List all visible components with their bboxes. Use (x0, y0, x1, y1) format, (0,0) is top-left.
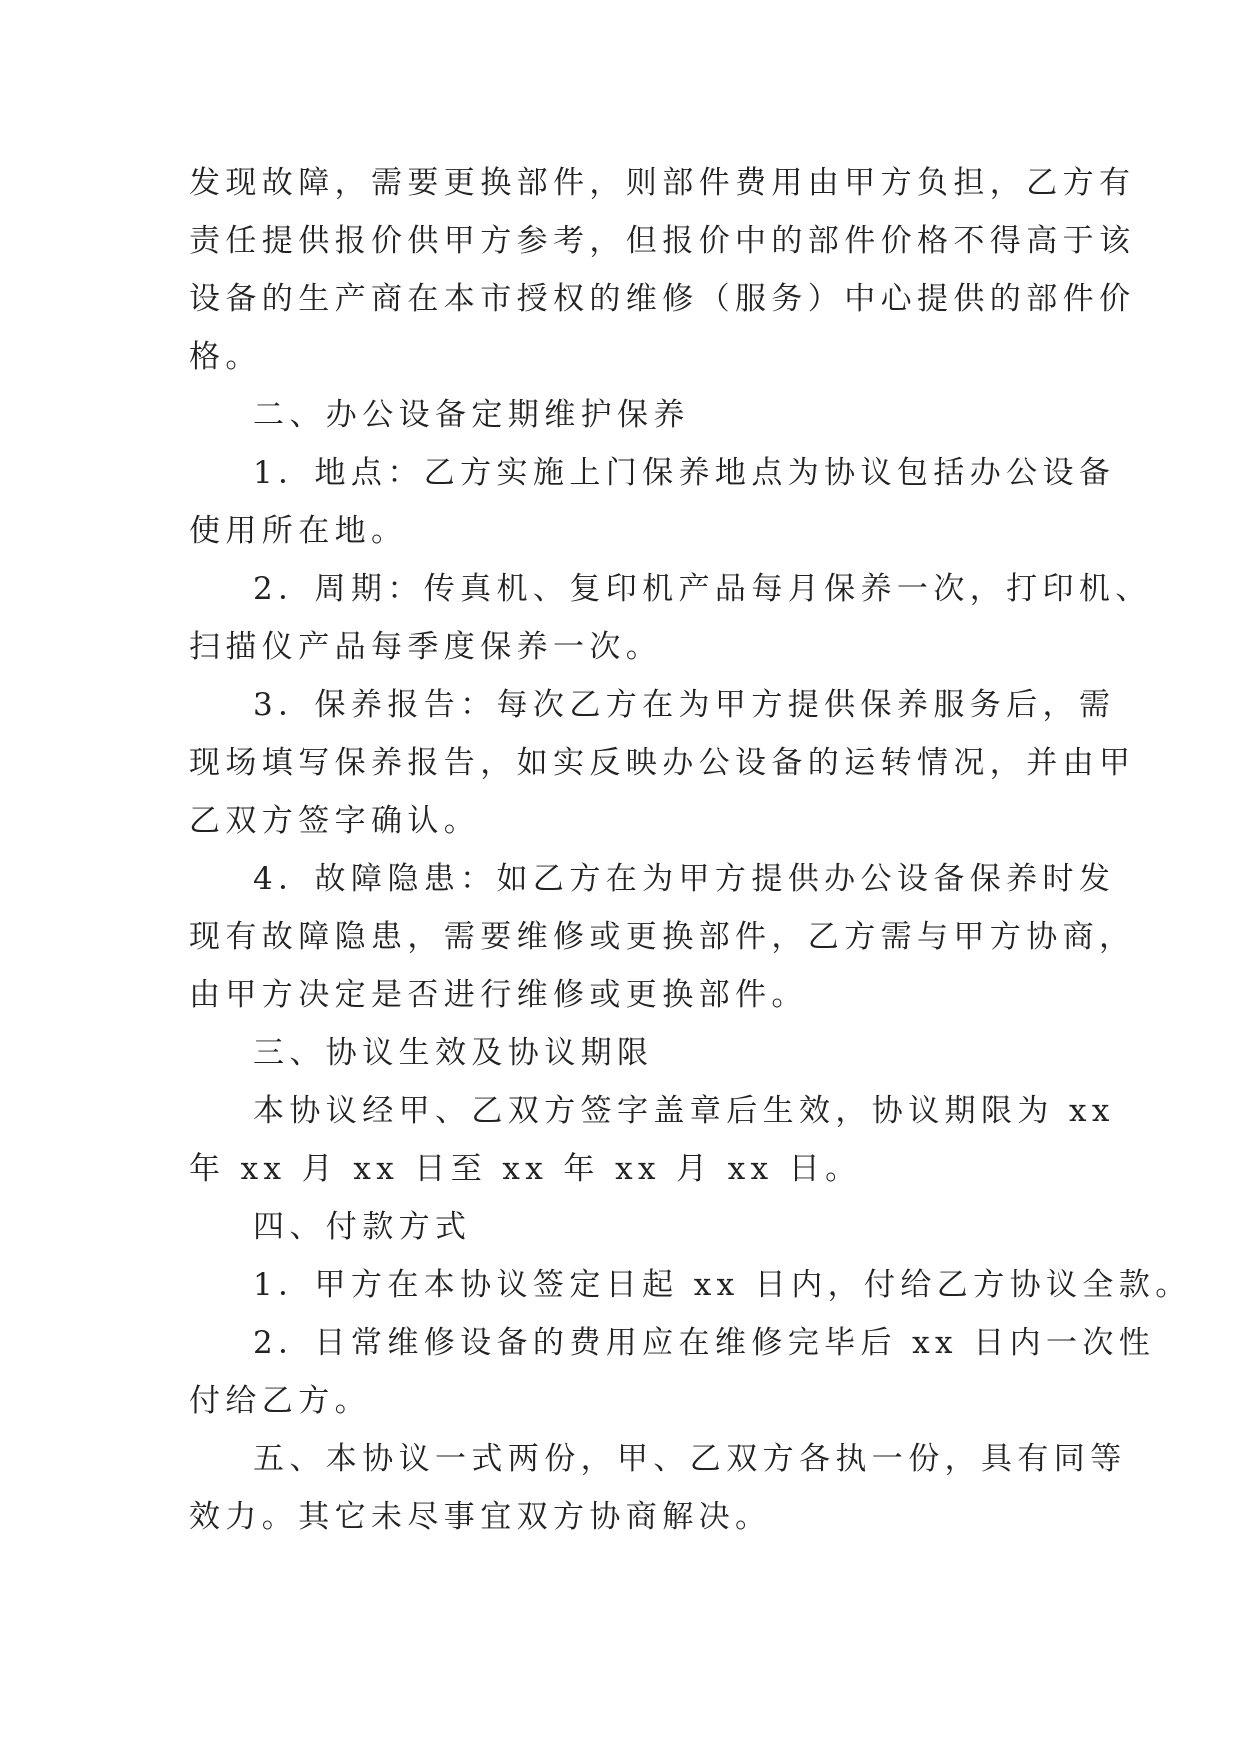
body-line: 1．甲方在本协议签定日起 xx 日内，付给乙方协议全款。 (253, 1267, 1192, 1303)
body-line: 发现故障，需要更换部件，则部件费用由甲方负担，乙方有 (189, 165, 1136, 201)
body-line: 扫描仪产品每季度保养一次。 (189, 629, 663, 665)
section-heading-4: 四、付款方式 (253, 1209, 472, 1245)
body-line: 3．保养报告：每次乙方在为甲方提供保养服务后，需 (253, 687, 1116, 723)
body-line: 格。 (189, 339, 262, 375)
body-line: 年 xx 月 xx 日至 xx 年 xx 月 xx 日。 (189, 1151, 862, 1187)
body-line: 使用所在地。 (189, 513, 408, 549)
body-line: 本协议经甲、乙双方签字盖章后生效，协议期限为 xx (253, 1093, 1115, 1129)
section-heading-5: 五、本协议一式两份，甲、乙双方各执一份，具有同等 (253, 1441, 1127, 1477)
section-heading-2: 二、办公设备定期维护保养 (253, 397, 690, 433)
body-line: 2．周期：传真机、复印机产品每月保养一次，打印机、 (253, 571, 1152, 607)
body-line: 效力。其它未尽事宜双方协商解决。 (189, 1499, 772, 1535)
body-line: 设备的生产商在本市授权的维修（服务）中心提供的部件价 (189, 281, 1136, 317)
body-line: 现有故障隐患，需要维修或更换部件，乙方需与甲方协商， (189, 919, 1136, 955)
body-line: 现场填写保养报告，如实反映办公设备的运转情况，并由甲 (189, 745, 1136, 781)
body-line: 责任提供报价供甲方参考，但报价中的部件价格不得高于该 (189, 223, 1136, 259)
body-line: 付给乙方。 (189, 1383, 371, 1419)
document-body (189, 154, 1192, 1546)
section-heading-3: 三、协议生效及协议期限 (253, 1035, 654, 1071)
body-line: 4．故障隐患：如乙方在为甲方提供办公设备保养时发 (253, 861, 1116, 897)
body-line: 1．地点：乙方实施上门保养地点为协议包括办公设备 (253, 455, 1116, 491)
body-line: 乙双方签字确认。 (189, 803, 481, 839)
body-line: 由甲方决定是否进行维修或更换部件。 (189, 977, 808, 1013)
body-line: 2．日常维修设备的费用应在维修完毕后 xx 日内一次性 (253, 1325, 1156, 1361)
